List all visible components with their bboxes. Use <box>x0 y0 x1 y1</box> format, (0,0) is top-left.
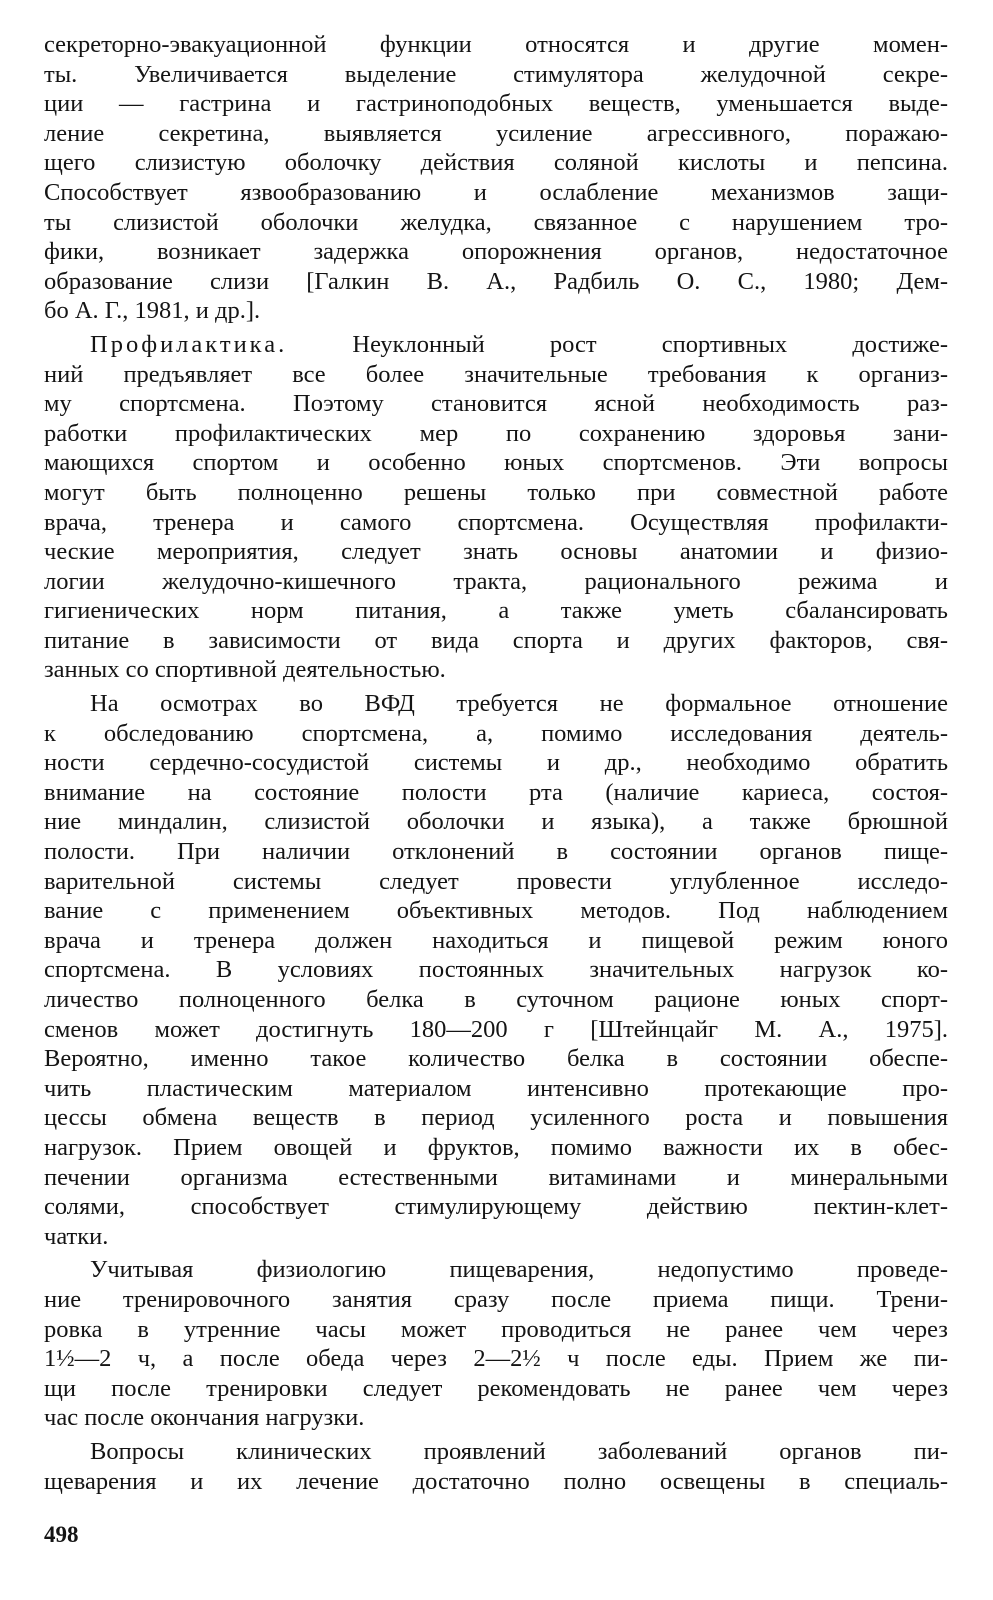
text-line: полости. При наличии отклонений в состоянии органов пище- <box>44 838 948 866</box>
text-line: бо А. Г., 1981, и др.]. <box>44 297 261 325</box>
page-number: 498 <box>44 1522 79 1547</box>
text-line: ние тренировочного занятия сразу после приема пищи. Трени- <box>44 1285 948 1313</box>
text-line: щего слизистую оболочку действия соляной кислоты и пепсина. <box>44 149 948 177</box>
paragraph <box>44 1437 948 1496</box>
text-line: Вопросы клинических проявлений заболеваний органов пи- <box>90 1437 948 1465</box>
text-line: щи после тренировки следует рекомендовать не ранее чем через <box>44 1374 948 1402</box>
text-line: ности сердечно-сосудистой системы и др., необходимо обратить <box>44 749 948 777</box>
text-line: ление секретина, выявляется усиление агрессивного, поражаю- <box>44 119 948 147</box>
text-line: Учитывая физиологию пищеварения, недопустимо проведе- <box>90 1256 948 1284</box>
text-line: Вероятно, именно такое количество белка в состоянии обеспе- <box>44 1045 948 1073</box>
book-page-text <box>44 30 948 1496</box>
section-lead-word: Профилактика. <box>90 330 288 358</box>
text-line: ний предъявляет все более значительные требования к организ- <box>44 360 948 388</box>
text-line: му спортсмена. Поэтому становится ясной необходимость раз- <box>44 390 948 418</box>
text-line: гигиенических норм питания, а также уметь сбалансировать <box>44 597 948 625</box>
text-line: вание с применением объективных методов. Под наблюдением <box>44 897 948 925</box>
paragraph <box>44 30 948 326</box>
text-line: солями, способствует стимулирующему действию пектин-клет- <box>44 1193 948 1221</box>
text-line: питание в зависимости от вида спорта и других факторов, свя- <box>44 626 948 654</box>
text-line: сменов может достигнуть 180—200 г [Штейнцайг М. А., 1975]. <box>44 1015 948 1043</box>
paragraph <box>44 1255 948 1433</box>
text-line: нагрузок. Прием овощей и фруктов, помимо важности их в обес- <box>44 1133 948 1161</box>
text-line: ции — гастрина и гастриноподобных веществ, уменьшается выде- <box>44 90 948 118</box>
text-line: печении организма естественными витаминами и минеральными <box>44 1163 948 1191</box>
text-line: чатки. <box>44 1222 109 1250</box>
text-line: секреторно-эвакуационной функции относятся и другие момен- <box>44 31 948 58</box>
text-line: На осмотрах во ВФД требуется не формальное отношение <box>90 690 948 718</box>
text-line: щеварения и их лечение достаточно полно освещены в специаль- <box>44 1467 948 1495</box>
text-line: час после окончания нагрузки. <box>44 1404 365 1432</box>
text-line: фики, возникает задержка опорожнения органов, недостаточное <box>44 238 948 266</box>
text-line: варительной системы следует провести углубленное исследо- <box>44 867 948 895</box>
text-line: ческие мероприятия, следует знать основы анатомии и физио- <box>44 538 948 566</box>
text-line: работки профилактических мер по сохранению здоровья зани- <box>44 419 948 447</box>
text-line: Способствует язвообразованию и ослабление механизмов защи- <box>44 178 948 206</box>
text-line: врача, тренера и самого спортсмена. Осуществляя профилакти- <box>44 508 948 536</box>
text-line: образование слизи [Галкин В. А., Радбиль О. С., 1980; Дем- <box>44 267 948 295</box>
text-line: ровка в утренние часы может проводиться не ранее чем через <box>44 1315 948 1343</box>
text-line: внимание на состояние полости рта (наличие кариеса, состоя- <box>44 778 948 806</box>
paragraph <box>44 330 948 685</box>
text-line: личество полноценного белка в суточном рационе юных спорт- <box>44 986 948 1013</box>
text-line: 1½—2 ч, а после обеда через 2—2½ ч после еды. Прием же пи- <box>44 1345 948 1373</box>
text-line <box>44 330 948 360</box>
paragraph <box>44 689 948 1251</box>
text-line: ты. Увеличивается выделение стимулятора желудочной секре- <box>44 60 948 88</box>
text-line: ты слизистой оболочки желудка, связанное с нарушением тро- <box>44 208 948 236</box>
text-line: ние миндалин, слизистой оболочки и языка), а также брюшной <box>44 808 948 836</box>
text-line: занных со спортивной деятельностью. <box>44 656 446 684</box>
text-line: врача и тренера должен находиться и пищевой режим юного <box>44 926 948 954</box>
text-line: спортсмена. В условиях постоянных значительных нагрузок ко- <box>44 956 948 984</box>
text-line: цессы обмена веществ в период усиленного роста и повышения <box>44 1104 948 1132</box>
text-line: логии желудочно-кишечного тракта, рационального режима и <box>44 567 948 595</box>
text-line: могут быть полноценно решены только при совместной работе <box>44 478 948 506</box>
text-line: мающихся спортом и особенно юных спортсменов. Эти вопросы <box>44 449 948 477</box>
text-line: чить пластическим материалом интенсивно протекающие про- <box>44 1074 948 1102</box>
text-line: к обследованию спортсмена, а, помимо исследования деятель- <box>44 719 948 747</box>
text-line-rest: Неуклонный рост спортивных достиже- <box>287 330 948 358</box>
